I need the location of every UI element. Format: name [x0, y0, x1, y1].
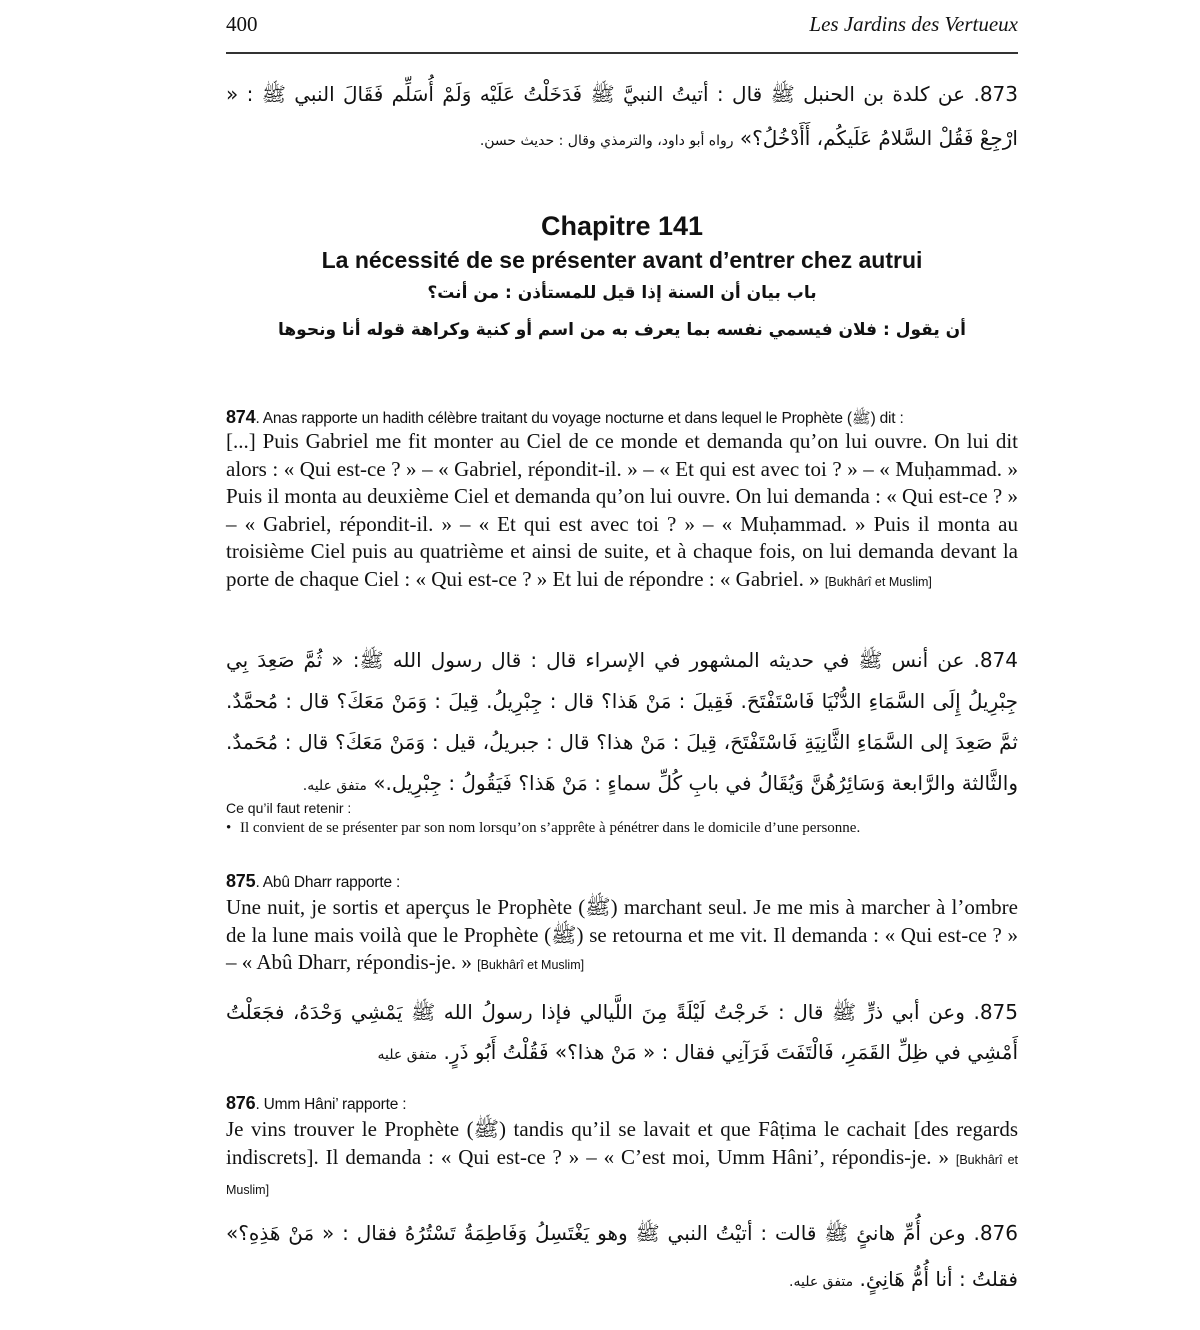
retain-item-text: Il convient de se présenter par son nom lorsqu’on s’apprête à pénétrer dans le domicile d’une personne. — [240, 820, 861, 836]
hadith-876-number: 876 — [226, 1093, 256, 1113]
hadith-874-body — [226, 428, 1018, 596]
hadith-875-number: 875 — [226, 871, 256, 891]
chapter-arabic-title: باب بيان أن السنة إذا قيل للمستأذن : من أنت؟ — [427, 283, 817, 303]
hadith-874-text: [...] Puis Gabriel me fit monter au Ciel de ce monde et demanda qu’on lui ouvre. On lui dit alors : « Qui est-ce ? » – « Gabriel, répondit-il. » – « Et qui est avec toi ? » – « Muḥammad. » Puis il monta au deuxième Ciel et demanda qu’on lui ouvre. On lui demanda : « Qui est-ce ? » – « Gabriel, répondit-il. » – « Et qui est avec toi ? » – « Muḥammad. » Puis il monta au troisième Ciel puis au quatrième et ainsi de suite, et à chaque fois, on lui demanda devant la porte de chaque Ciel : « Qui est-ce ? » Et lui de répondre : « Gabriel. » — [226, 429, 1018, 591]
chapter-arabic-subtitle: أن يقول : فلان فيسمي نفسه بما يعرف به من اسم أو كنية وكراهة قوله أنا ونحوها — [278, 320, 966, 340]
hadith-876-heading — [226, 1092, 1018, 1116]
hadith-874-heading — [226, 406, 1018, 430]
retain-label: Ce qu’il faut retenir : — [226, 800, 352, 816]
hadith-876-intro: . Umm Hâni’ rapporte : — [255, 1096, 407, 1113]
chapter-title: La nécessité de se présenter avant d’entrer chez autrui — [321, 247, 923, 273]
hadith-875-arabic-text: 875. وعن أبي ذرٍّ ﷺ قال : خَرجْتُ لَيْلَةً مِنَ اللَّيالي فإذا رسولُ الله ﷺ يَمْشِي وَحْدَهُ، فجَعَلْتُ أَمْشِي في ظِلِّ القَمَرِ، فَالْتَفَتَ فَرَآنِي فقال : « مَنْ هذا؟» فَقُلْتُ أَبُو ذَرٍ. — [226, 1000, 1018, 1064]
chapter-number: Chapitre 141 — [540, 211, 704, 241]
running-head — [226, 12, 1018, 42]
hadith-874-arabic-source: متفق عليه. — [302, 778, 367, 794]
hadith-874-number: 874 — [226, 407, 256, 427]
bullet-icon: • — [226, 820, 232, 836]
hadith-876-arabic — [226, 1210, 1018, 1305]
hadith-875-heading — [226, 870, 1018, 894]
hadith-874-intro: . Anas rapporte un hadith célèbre traitant du voyage nocturne et dans lequel le Prophète (ﷺ) dit : — [255, 410, 904, 427]
book-page — [226, 0, 1018, 1330]
hadith-876-body — [226, 1116, 1018, 1205]
book-title: Les Jardins des Vertueux — [809, 12, 1018, 36]
hadith-875-intro: . Abû Dharr rapporte : — [255, 874, 401, 891]
hadith-874-arabic-text: 874. عن أنس ﷺ في حديثه المشهور في الإسراء قال : قال رسول الله ﷺ: « ثُمَّ صَعِدَ بِي جِبْرِيلُ إِلَى السَّمَاءِ الدُّنْيَا فَاسْتَفْتَحَ. فَقِيلَ : مَنْ هَذا؟ قال : جِبْرِيلُ. قِيلَ : وَمَنْ مَعَكَ؟ قال : مُحمَّدٌ. ثمَّ صَعِدَ إلى السَّمَاءِ الثَّانِيَةِ فَاسْتَفْتَحَ، قِيلَ : مَنْ هذا؟ قال : جبريلُ، قيل : وَمَنْ مَعَكَ؟ قال : مُحَمدٌ. والثَّالثة والرَّابعة وَسَائِرُهُنَّ وَيُقَالُ في بابِ كُلِّ سماءٍ : مَنْ هَذا؟ فَيَقُولُ : جِبْرِيل.» — [226, 648, 1018, 795]
retain-item — [226, 820, 860, 837]
hadith-876-arabic-text: 876. وعن أُمِّ هانئٍ ﷺ قالت : أتيْتُ النبي ﷺ وهو يَغْتَسِلُ وَفَاطِمَةُ تَسْتُرُهُ فقال : « مَنْ هَذِهِ؟» فقلتُ : أنا أُمُّ هَانِئٍ. — [226, 1221, 1018, 1291]
hadith-874-reference: [Bukhârî et Muslim] — [824, 574, 932, 589]
hadith-873-arabic-text: 873. عن كلدة بن الحنبل ﷺ قال : أتيتُ النبيَّ ﷺ فَدَخَلْتُ عَلَيْه وَلَمْ أُسَلِّم فَقَالَ النبي ﷺ : « ارْجِعْ فَقُلْ السَّلامُ عَلَيكُم، أَأَدْخُلُ؟» — [226, 82, 1018, 150]
hadith-875-arabic — [226, 992, 1018, 1075]
hadith-875-reference: [Bukhârî et Muslim] — [477, 958, 585, 972]
hadith-874-arabic — [226, 640, 1018, 807]
header-rule — [226, 52, 1018, 54]
hadith-876-text: Je vins trouver le Prophète (ﷺ) tandis qu’il se lavait et que Fâṭima le cachait [des regards indiscrets]. Il demanda : « Qui est-ce ? » – « C’est moi, Umm Hâni’, répondis-je. » — [226, 1117, 1018, 1169]
hadith-876-reference: [Bukhârî et Muslim] — [226, 1152, 1018, 1197]
chapter-heading — [226, 208, 1018, 350]
hadith-875-body — [226, 894, 1018, 980]
hadith-873-arabic — [226, 72, 1018, 163]
hadith-875-text: Une nuit, je sortis et aperçus le Prophète (ﷺ) marchant seul. Je me mis à marcher à l’ombre de la lune mais voilà que le Prophète (ﷺ) se retourna et me vit. Il demanda : « Qui est-ce ? » – « Abû Dharr, répondis-je. » — [226, 895, 1019, 974]
page-number: 400 — [226, 12, 258, 36]
hadith-873-arabic-source: رواه أبو داود، والترمذي وقال : حديث حسن. — [479, 133, 734, 149]
hadith-875-arabic-source: متفق عليه — [377, 1047, 438, 1063]
hadith-876-arabic-source: متفق عليه. — [789, 1274, 854, 1290]
